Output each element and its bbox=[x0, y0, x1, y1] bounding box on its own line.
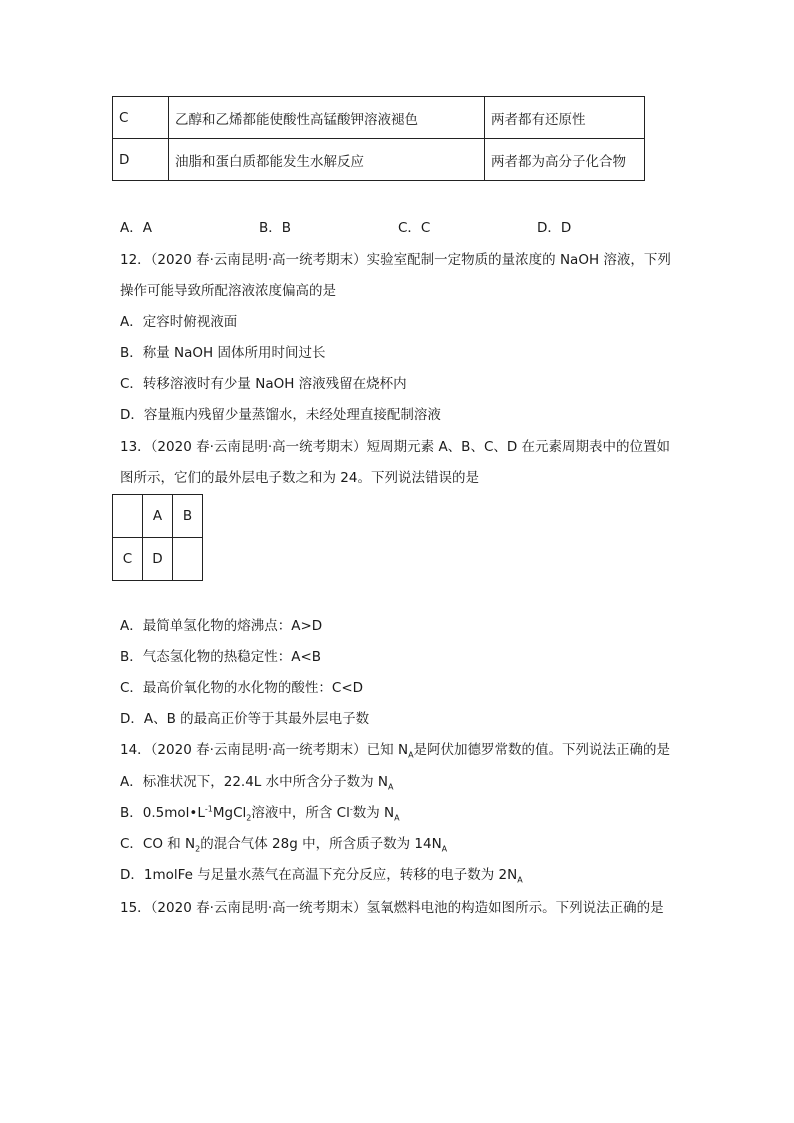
row-reason: 两者都为高分子化合物 bbox=[485, 139, 645, 181]
grid-cell: A bbox=[143, 495, 173, 538]
q15-stem-line1: 15．（2020 春·云南昆明·高一统考期末）氢氧燃料电池的构造如图所示。下列说法正确的是 bbox=[120, 900, 664, 916]
q11-choice-a: A．A bbox=[120, 220, 152, 236]
row-statement: 油脂和蛋白质都能发生水解反应 bbox=[169, 139, 485, 181]
q11-choice-c: C．C bbox=[398, 220, 431, 236]
table-row bbox=[113, 139, 645, 181]
q14-option-b: B．$0.5mol•L^{-1}MgCl_2$溶液中，所含 Cl-数为 $N_A$ bbox=[120, 804, 400, 823]
grid-cell bbox=[113, 495, 143, 538]
q13-stem-line1: 13．（2020 春·云南昆明·高一统考期末）短周期元素 A、B、C、D 在元素周期表中的位置如 bbox=[120, 439, 671, 455]
q11-choice-d: D．D bbox=[537, 220, 572, 236]
q14-stem: 14．（2020 春·云南昆明·高一统考期末）已知 $N_A$是阿伏加德罗常数的值。下列说法正确的是 bbox=[120, 742, 671, 760]
q13-option-c: C．最高价氧化物的水化物的酸性：C<D bbox=[120, 680, 364, 696]
q13-option-b: B．气态氢化物的热稳定性：A<B bbox=[120, 649, 322, 665]
periodic-table-fragment bbox=[112, 494, 203, 581]
table-row bbox=[113, 495, 203, 538]
q13-option-d: D．A、B 的最高正价等于其最外层电子数 bbox=[120, 711, 370, 727]
q12-stem-line2: 操作可能导致所配溶液浓度偏高的是 bbox=[120, 283, 336, 299]
grid-cell: C bbox=[113, 538, 143, 581]
grid-cell: D bbox=[143, 538, 173, 581]
q14-option-c: C．CO 和 $N_2$的混合气体 28g 中，所含质子数为 $14N_A$ bbox=[120, 836, 448, 854]
table-row bbox=[113, 97, 645, 139]
row-reason: 两者都有还原性 bbox=[485, 97, 645, 139]
q11-options-table bbox=[112, 96, 645, 181]
row-statement: 乙醇和乙烯都能使酸性高锰酸钾溶液褪色 bbox=[169, 97, 485, 139]
row-key: C bbox=[113, 97, 169, 139]
row-key: D bbox=[113, 139, 169, 181]
grid-cell bbox=[173, 538, 203, 581]
grid-cell: B bbox=[173, 495, 203, 538]
q12-option-c: C．转移溶液时有少量 NaOH 溶液残留在烧杯内 bbox=[120, 376, 407, 392]
q12-option-d: D．容量瓶内残留少量蒸馏水，未经处理直接配制溶液 bbox=[120, 407, 441, 423]
q12-stem-line1: 12．（2020 春·云南昆明·高一统考期末）实验室配制一定物质的量浓度的 NaOH 溶液，下列 bbox=[120, 252, 671, 268]
q13-stem-line2: 图所示，它们的最外层电子数之和为 24。下列说法错误的是 bbox=[120, 470, 479, 486]
q12-option-b: B．称量 NaOH 固体所用时间过长 bbox=[120, 345, 326, 361]
table-row bbox=[113, 538, 203, 581]
q13-option-a: A．最简单氢化物的熔沸点：A>D bbox=[120, 618, 323, 634]
q12-option-a: A．定容时俯视液面 bbox=[120, 314, 238, 330]
q14-option-a: A．标准状况下，22.4L 水中所含分子数为 $N_A$ bbox=[120, 774, 394, 792]
q11-choice-b: B．B bbox=[259, 220, 292, 236]
q14-option-d: D．1molFe 与足量水蒸气在高温下充分反应，转移的电子数为 $2N_A$ bbox=[120, 867, 523, 885]
